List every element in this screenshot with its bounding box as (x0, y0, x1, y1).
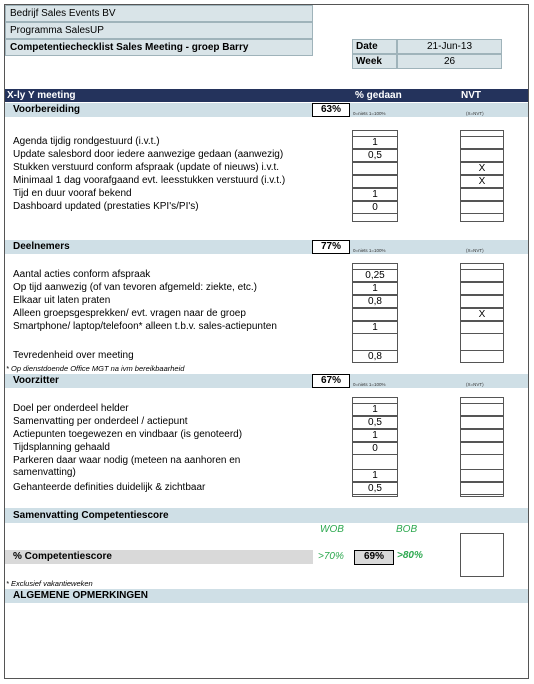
scale-legend: 0=niets 1=100% (353, 111, 386, 116)
nvt-legend: (X=NVT) (466, 248, 484, 253)
item-label: Alleen groepsgesprekken/ evt. vragen naar de groep (13, 308, 246, 319)
scale-legend: 0=niets 1=100% (353, 382, 386, 387)
wob-value: >70% (318, 551, 344, 562)
scale-legend: 0=niets 1=100% (353, 248, 386, 253)
value-field[interactable]: 1 (352, 282, 398, 295)
item-label: Actiepunten toegewezen en vindbaar (is genoteerd) (13, 429, 243, 440)
value-field[interactable] (352, 162, 398, 175)
value-field[interactable]: 1 (352, 469, 398, 482)
item-label: Gehanteerde definities duidelijk & zichtbaar (13, 482, 206, 493)
week-label: Week (352, 54, 397, 69)
section-title-voorbereiding: Voorbereiding (13, 104, 81, 115)
item-label: Stukken verstuurd conform afspraak (update of nieuws) i.v.t. (13, 162, 280, 173)
item-label: Tevredenheid over meeting (13, 350, 134, 361)
nvt-legend: (X=NVT) (466, 382, 484, 387)
nvt-column-summary (460, 533, 504, 577)
value-field[interactable]: 0,8 (352, 295, 398, 308)
nvt-field[interactable] (460, 416, 504, 429)
value-field[interactable]: 0,5 (352, 482, 398, 495)
item-label: Tijd en duur vooraf bekend (13, 188, 132, 199)
score-voorzitter: 67% (312, 374, 350, 388)
date-label: Date (352, 39, 397, 54)
nvt-field[interactable] (460, 188, 504, 201)
item-label: Dashboard updated (prestaties KPI's/PI's) (13, 201, 199, 212)
page-title: Competentiechecklist Sales Meeting - groep Barry (5, 39, 313, 56)
item-label: Update salesbord door iedere aanwezige gedaan (aanwezig) (13, 149, 284, 160)
remarks-area[interactable] (5, 603, 528, 678)
item-label: Smartphone/ laptop/telefoon* alleen t.b.v. sales-actiepunten (13, 321, 277, 332)
nvt-field[interactable] (460, 295, 504, 308)
nvt-field[interactable] (460, 136, 504, 149)
section-band-voorbereiding (5, 103, 528, 117)
item-label: Samenvatting per onderdeel / actiepunt (13, 416, 188, 427)
section-band-voorzitter (5, 374, 528, 388)
section-band-deelnemers (5, 240, 528, 254)
value-field[interactable]: 1 (352, 429, 398, 442)
remarks-title: ALGEMENE OPMERKINGEN (13, 590, 149, 601)
checklist-sheet (4, 4, 529, 679)
score-label-band (5, 550, 313, 564)
value-field[interactable]: 1 (352, 403, 398, 416)
wob-label: WOB (320, 524, 344, 535)
nvt-field[interactable] (460, 429, 504, 442)
nvt-field[interactable] (460, 350, 504, 363)
value-field[interactable]: 0,25 (352, 269, 398, 282)
value-field[interactable] (352, 308, 398, 321)
value-field[interactable] (352, 175, 398, 188)
value-field[interactable]: 1 (352, 321, 398, 334)
nvt-field[interactable]: X (460, 175, 504, 188)
section-title-deelnemers: Deelnemers (13, 241, 70, 252)
nvt-field[interactable] (460, 482, 504, 495)
program-name: Programma SalesUP (5, 22, 313, 39)
bob-value: >80% (397, 550, 423, 561)
column-done: % gedaan (355, 90, 402, 101)
item-label: Aantal acties conform afspraak (13, 269, 151, 280)
summary-band (5, 508, 528, 523)
item-label: Parkeren daar waar nodig (meteen na aanhoren en (13, 455, 241, 466)
score-deelnemers: 77% (312, 240, 350, 254)
item-label: Agenda tijdig rondgestuurd (i.v.t.) (13, 136, 160, 147)
nvt-field[interactable] (460, 269, 504, 282)
item-label: Op tijd aanwezig (of van tevoren afgemeld: ziekte, etc.) (13, 282, 258, 293)
item-label: Elkaar uit laten praten (13, 295, 111, 306)
value-field[interactable]: 0,5 (352, 149, 398, 162)
value-field[interactable]: 0 (352, 442, 398, 455)
value-field[interactable]: 1 (352, 136, 398, 149)
score-label: % Competentiescore (13, 551, 112, 562)
date-value: 21-Jun-13 (397, 39, 502, 54)
nvt-field[interactable] (460, 321, 504, 334)
value-field[interactable]: 0,5 (352, 416, 398, 429)
bob-label: BOB (396, 524, 418, 535)
nvt-field[interactable] (460, 201, 504, 214)
section-title-voorzitter: Voorzitter (13, 375, 59, 386)
score-voorbereiding: 63% (312, 103, 350, 117)
nvt-field[interactable] (460, 403, 504, 416)
column-header-bar (5, 89, 528, 102)
nvt-field[interactable]: X (460, 162, 504, 175)
value-field[interactable]: 0 (352, 201, 398, 214)
footnote-deelnemers: * Op dienstdoende Office MGT na ivm bereikbaarheid (6, 364, 185, 373)
nvt-field[interactable] (460, 282, 504, 295)
nvt-legend: (X=NVT) (466, 111, 484, 116)
nvt-field[interactable] (460, 149, 504, 162)
nvt-field[interactable] (460, 442, 504, 455)
nvt-field[interactable]: X (460, 308, 504, 321)
week-value: 26 (397, 54, 502, 69)
column-meeting: X-ly Y meeting (7, 90, 76, 101)
item-label: samenvatting) (13, 467, 76, 478)
summary-title: Samenvatting Competentiescore (13, 510, 169, 521)
total-score: 69% (354, 550, 394, 565)
remarks-band (5, 589, 528, 603)
item-label: Minimaal 1 dag voorafgaand evt. leesstukken verstuurd (i.v.t.) (13, 175, 286, 186)
item-label: Tijdsplanning gehaald (13, 442, 110, 453)
value-field[interactable]: 0,8 (352, 350, 398, 363)
column-nvt: NVT (461, 90, 481, 101)
footnote-summary: * Exclusief vakantieweken (6, 579, 93, 588)
company-name: Bedrijf Sales Events BV (5, 5, 313, 22)
item-label: Doel per onderdeel helder (13, 403, 129, 414)
nvt-field[interactable] (460, 469, 504, 482)
value-field[interactable]: 1 (352, 188, 398, 201)
